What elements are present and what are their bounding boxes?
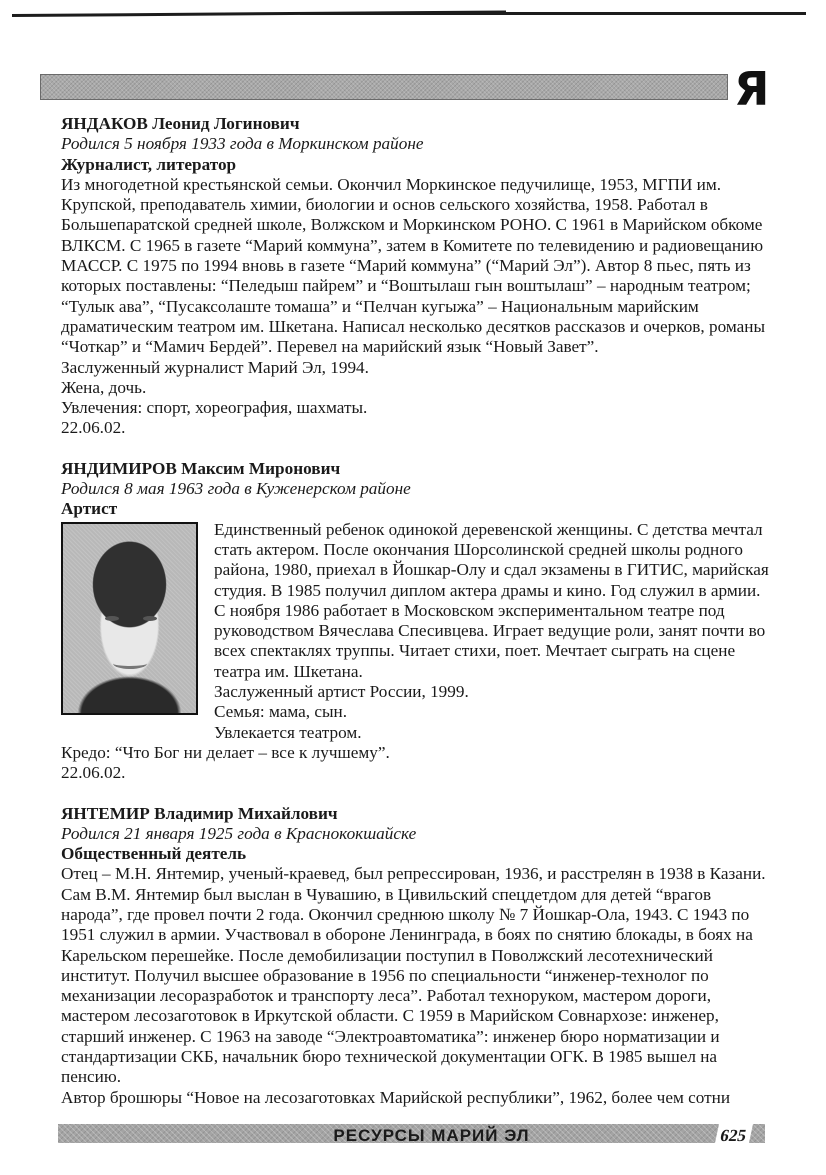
entry-surname: ЯНДАКОВ [61,114,148,133]
entry-paragraph: Отец – М.Н. Янтемир, ученый-краевед, был репрессирован, 1936, и расстрелян в 1938 в Казани. Сам В.М. Янтемир был выслан в Чувашию, в Цивильский спецдетдом для детей “врагов народа”, где провел почти 2 года. Окончил среднюю школу № 7 Йошкар-Ола, 1943. С 1943 по 1951 служил в армии. Участвовал в обороне Ленинграда, в боях по снятию блокады, в боях на Карельском перешейке. После демобилизации поступил в Поволжский лесотехнический институт. Получил высшее образование в 1956 по специальности “инженер-технолог по механизации лесоразработок и транспорту леса”. Работал техноруком, мастером дороги, мастером лесозаготовок в Иркутской области. С 1959 в Марийском Совнархозе: инженер, старший инженер. С 1963 на заводе “Электроавтоматика”: инженер бюро норматизации и стандартизации СКБ, начальник бюро технической документации ОГК. В 1985 вышел на пенсию. [61,864,766,1087]
entry-family: Жена, дочь. [61,377,147,397]
biography-entry [61,114,773,439]
photo-side-text [214,520,773,743]
photo-mouth [113,658,147,669]
entry-birth: Родился 21 января 1925 года в Краснококшайске [61,823,417,843]
photo-block [61,520,773,743]
biography-entry [61,459,773,784]
page-content [61,114,773,1108]
section-letter: Я [734,62,770,116]
photo-eye-right [143,616,157,621]
entry-given-names: Владимир Михайлович [154,803,338,823]
footer-band [58,1124,765,1143]
entry-given-names: Леонид Логинович [152,114,300,133]
entry-paragraph: Из многодетной крестьянской семьи. Окончил Моркинское педучилище, 1953, МГПИ им. Крупской, преподаватель химии, биологии и основ сельского хозяйства, 1958. Работал в Большепаратской средней школе, Волжском и Моркинском РОНО. С 1961 в Марийском обкоме ВЛКСМ. С 1965 в газете “Марий коммуна”, затем в Комитете по телевидению и радиовещанию МАССР. С 1975 по 1994 вновь в газете “Марий коммуна” (“Марий Эл”). Автор 8 пьес, пять из которых поставлены: “Пеледыш пайрем” и “Воштылаш гын воштылаш” – народным театром; “Тулык ава”, “Пусаксолаште томаша” и “Пелчан кугыжа” – Национальным марийским драматическим театром им. Шкетана. Написал несколько десятков рассказов и очерков, романы “Чоткар” и “Мамич Бердей”. Перевел на марийский язык “Новый Завет”. [61,174,766,357]
header-band [40,74,728,100]
entry-hobbies: Увлекается театром. [214,722,362,742]
entry-date: 22.06.02. [61,418,126,438]
entry-profession: Артист [61,499,118,519]
entry-name [61,459,773,479]
entry-award: Заслуженный журналист Марий Эл, 1994. [61,357,369,377]
photo-eye-left [105,616,119,621]
entry-name [61,804,773,824]
entry-award: Заслуженный артист России, 1999. [214,682,469,702]
footer-title: РЕСУРСЫ МАРИЙ ЭЛ [333,1126,530,1143]
entry-surname: ЯНДИМИРОВ [61,458,177,478]
entry-hobbies: Увлечения: спорт, хореография, шахматы. [61,398,368,418]
entry-profession: Журналист, литератор [61,154,237,174]
entry-name [61,114,773,134]
top-rule-left [12,11,506,17]
page-number: 625 [715,1124,753,1143]
entry-surname: ЯНТЕМИР [61,803,150,823]
entry-paragraph: Автор брошюры “Новое на лесозаготовках Марийской республики”, 1962, более чем сотни [61,1087,731,1107]
entry-birth: Родился 8 мая 1963 года в Куженерском районе [61,479,411,499]
entry-birth: Родился 5 ноября 1933 года в Моркинском районе [61,134,424,154]
entry-paragraph: Единственный ребенок одинокой деревенской женщины. С детства мечтал стать актером. После окончания Шорсолинской средней школы родного района, 1980, приехал в Йошкар-Олу и сдал экзамены в ГИТИС, марийская студия. В 1985 получил диплом актера драмы и кино. Год служил в армии. С ноября 1986 работает в Московском экспериментальном театре под руководством Вячеслава Спесивцева. Играет ведущие роли, занят почти во всех спектаклях труппы. Читает стихи, поет. Мечтает сыграть на сцене театра им. Шкетана. [214,519,769,681]
biography-entry [61,804,773,1108]
entry-family: Семья: мама, сын. [214,702,348,722]
entry-profession: Общественный деятель [61,844,247,864]
entry-given-names: Максим Миронович [181,458,341,478]
entry-date: 22.06.02. [61,763,126,783]
portrait-photo [61,522,198,715]
entry-credo: Кредо: “Что Бог ни делает – все к лучшему”. [61,742,390,762]
